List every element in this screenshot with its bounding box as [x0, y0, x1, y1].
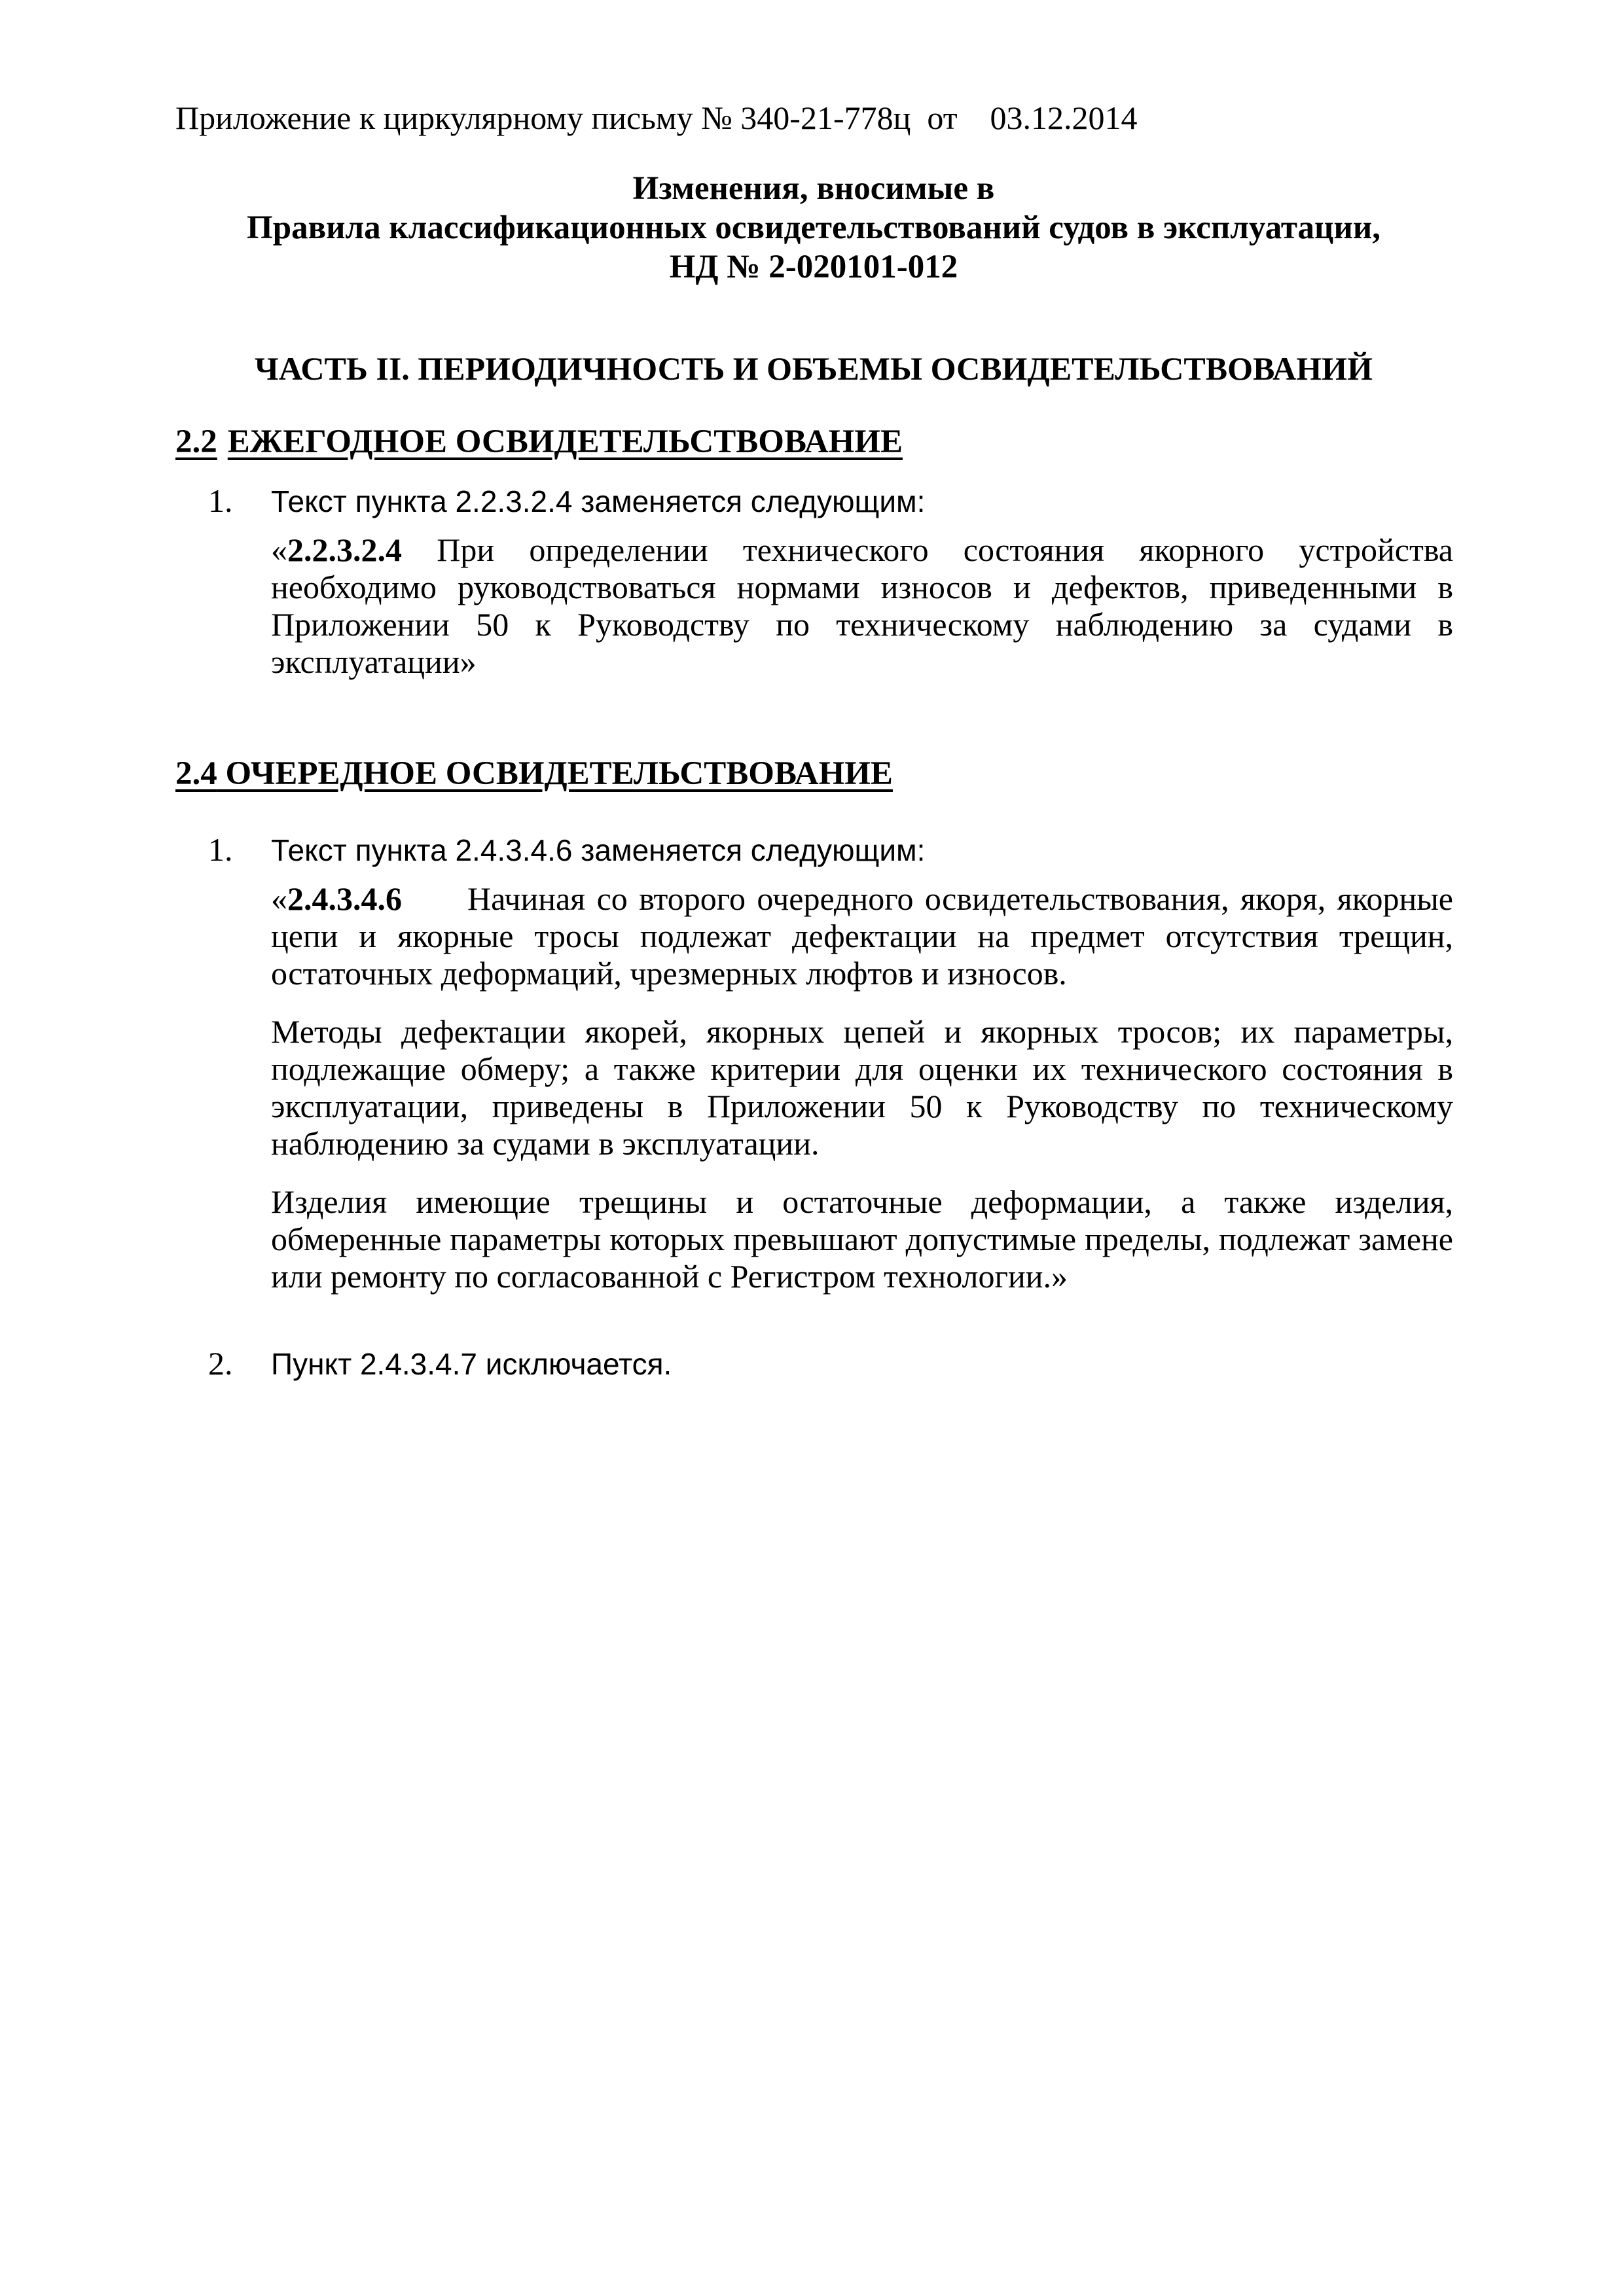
title-line-1: Изменения, вносимые в: [632, 170, 995, 207]
section-title: ОЧЕРЕДНОЕ ОСВИДЕТЕЛЬСТВОВАНИЕ: [225, 755, 893, 792]
list-item: [208, 830, 925, 870]
clause-ref: 2.2.3.2.4: [287, 531, 402, 568]
quote-open-mark: «: [271, 880, 287, 917]
section-title: ЕЖЕГОДНОЕ ОСВИДЕТЕЛЬСТВОВАНИЕ: [227, 423, 903, 460]
section-heading-2-2: [175, 422, 903, 461]
quoted-paragraph: [271, 880, 1453, 992]
list-item: [208, 1344, 672, 1384]
clause-text: Начиная со второго очередного освидетельствования, якоря, якорные цепи и якорные тросы подлежат дефектации на предмет отсутствия трещин, остаточных деформаций, чрезмерных люфтов и износов.: [271, 880, 1453, 992]
title-line-2: Правила классификационных освидетельствований судов в эксплуатации,: [247, 209, 1380, 246]
list-marker: 2.: [208, 1345, 233, 1382]
title-line-3: НД № 2-020101-012: [669, 249, 958, 285]
quoted-paragraph: [271, 531, 1453, 681]
list-item: [208, 481, 925, 521]
quote-open-mark: «: [271, 531, 287, 568]
clause-text: При определении технического состояния якорного устройства необходимо руководствоваться нормами износов и дефектов, приведенными в Приложении 50 к Руководству по техническому наблюдению за судами в эксплуатации»: [271, 531, 1453, 680]
list-marker: 1.: [208, 482, 233, 519]
part-heading: ЧАСТЬ II. ПЕРИОДИЧНОСТЬ И ОБЪЕМЫ ОСВИДЕТЕЛЬСТВОВАНИЙ: [255, 350, 1373, 387]
section-number: 2.4: [175, 755, 217, 792]
section-number: 2.2: [175, 423, 217, 460]
list-item-text: Текст пункта 2.2.3.2.4 заменяется следующим:: [271, 484, 926, 518]
section-heading-2-4: [175, 754, 893, 793]
paragraph: Методы дефектации якорей, якорных цепей и якорных тросов; их параметры, подлежащие обмеру; а также критерии для оценки их технического состояния в эксплуатации, приведены в Приложении 50 к Руководству по техническому наблюдению за судами в эксплуатации.: [271, 1013, 1453, 1162]
list-marker: 1.: [208, 831, 233, 868]
list-item-text: Пункт 2.4.3.4.7 исключается.: [271, 1347, 672, 1381]
appendix-header: Приложение к циркулярному письму № 340-21-778ц от 03.12.2014: [175, 99, 1138, 136]
document-title: [175, 169, 1452, 287]
paragraph: Изделия имеющие трещины и остаточные деформации, а также изделия, обмеренные параметры которых превышают допустимые пределы, подлежат замене или ремонту по согласованной с Регистром технологии.»: [271, 1183, 1453, 1295]
clause-ref: 2.4.3.4.6: [287, 880, 402, 917]
list-item-text: Текст пункта 2.4.3.4.6 заменяется следующим:: [271, 833, 926, 867]
